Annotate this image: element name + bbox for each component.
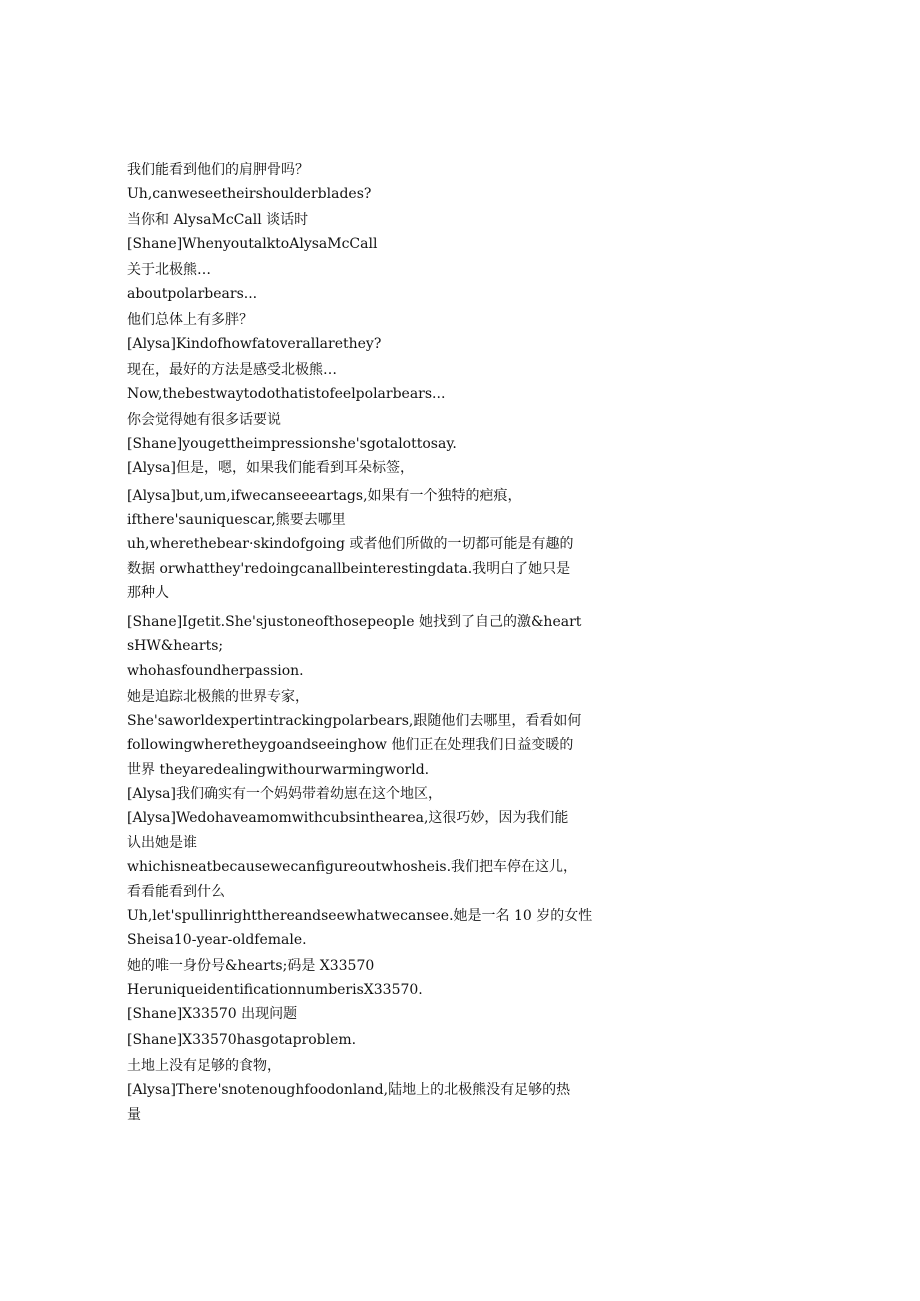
transcript-line: Uh,let'spullinrightthereandseewhatwecansee.她是一名 10 岁的女性: [127, 908, 593, 924]
transcript-line: 现在，最好的方法是感受北极熊…: [127, 362, 337, 378]
transcript-line: HeruniqueidentificationnumberisX33570.: [127, 982, 423, 998]
transcript-paragraph: uh,wherethebear·skindofgoing 或者他们所做的一切都可能是有趣的数据 orwhatthey'redoingcanallbeinterestingdata.我明白了她只是那种人: [127, 536, 574, 601]
transcript-paragraph: [Shane]Igetit.She'sjustoneofthosepeople 她找到了自己的激&heartsHW&hearts;: [127, 613, 582, 654]
transcript-line: [Alysa]Kindofhowfatoverallarethey?: [127, 336, 382, 352]
transcript-line: 她的唯一身份号&hearts;码是 X33570: [127, 958, 375, 974]
transcript-line: [Shane]X33570hasgotaproblem.: [127, 1032, 357, 1048]
transcript-paragraph: She'saworldexpertintrackingpolarbears,跟随他们去哪里，看看如何 followingwheretheygoandseeinghow 他们正在处理我们日益变暖的世界 theyaredealingwithourwarmingworld.: [127, 712, 582, 778]
transcript-line: 关于北极熊…: [127, 262, 211, 278]
transcript-line: 她是追踪北极熊的世界专家，: [127, 688, 309, 705]
transcript-line: Now,thebestwaytodothatistofeelpolarbears...: [127, 386, 446, 402]
transcript-line: [Shane]yougettheimpressionshe'sgotalottosay.: [127, 436, 457, 452]
transcript-line: [Alysa]但是，嗯，如果我们能看到耳朵标签，: [127, 460, 414, 476]
transcript-line: ifthere'sauniquescar,熊要去哪里: [127, 512, 346, 528]
transcript-line: 土地上没有足够的食物，: [127, 1058, 281, 1074]
transcript-line: [Alysa]but,um,ifwecanseeeartags,如果有一个独特的疤痕，: [127, 488, 522, 504]
transcript-line: [Shane]X33570 出现问题: [127, 1006, 298, 1022]
transcript-line: 我们能看到他们的肩胛骨吗？: [127, 162, 309, 178]
transcript-line: aboutpolarbears...: [127, 286, 258, 302]
transcript-line: whohasfoundherpassion.: [127, 662, 304, 679]
transcript-line: Sheisa10-year-oldfemale.: [127, 932, 307, 948]
transcript-paragraph: [Alysa]There'snotenoughfoodonland,陆地上的北极熊没有足够的热量: [127, 1082, 571, 1123]
transcript-line: [Alysa]我们确实有一个妈妈带着幼崽在这个地区，: [127, 786, 442, 802]
transcript-line: 当你和 AlysaMcCall 谈话时: [127, 212, 309, 228]
transcript-line: 他们总体上有多胖？: [127, 312, 253, 328]
transcript-paragraph: whichisneatbecausewecanfigureoutwhosheis.我们把车停在这儿，看看能看到什么: [127, 859, 578, 900]
transcript-line: [Shane]WhenyoutalktoAlysaMcCall: [127, 236, 378, 252]
transcript-text: [127, 158, 593, 1127]
transcript-line: Uh,canweseetheirshoulderblades?: [127, 186, 372, 202]
transcript-line: 你会觉得她有很多话要说: [127, 412, 281, 428]
transcript-paragraph: [Alysa]Wedohaveamomwithcubsinthearea,这很巧妙，因为我们能认出她是谁: [127, 810, 569, 851]
